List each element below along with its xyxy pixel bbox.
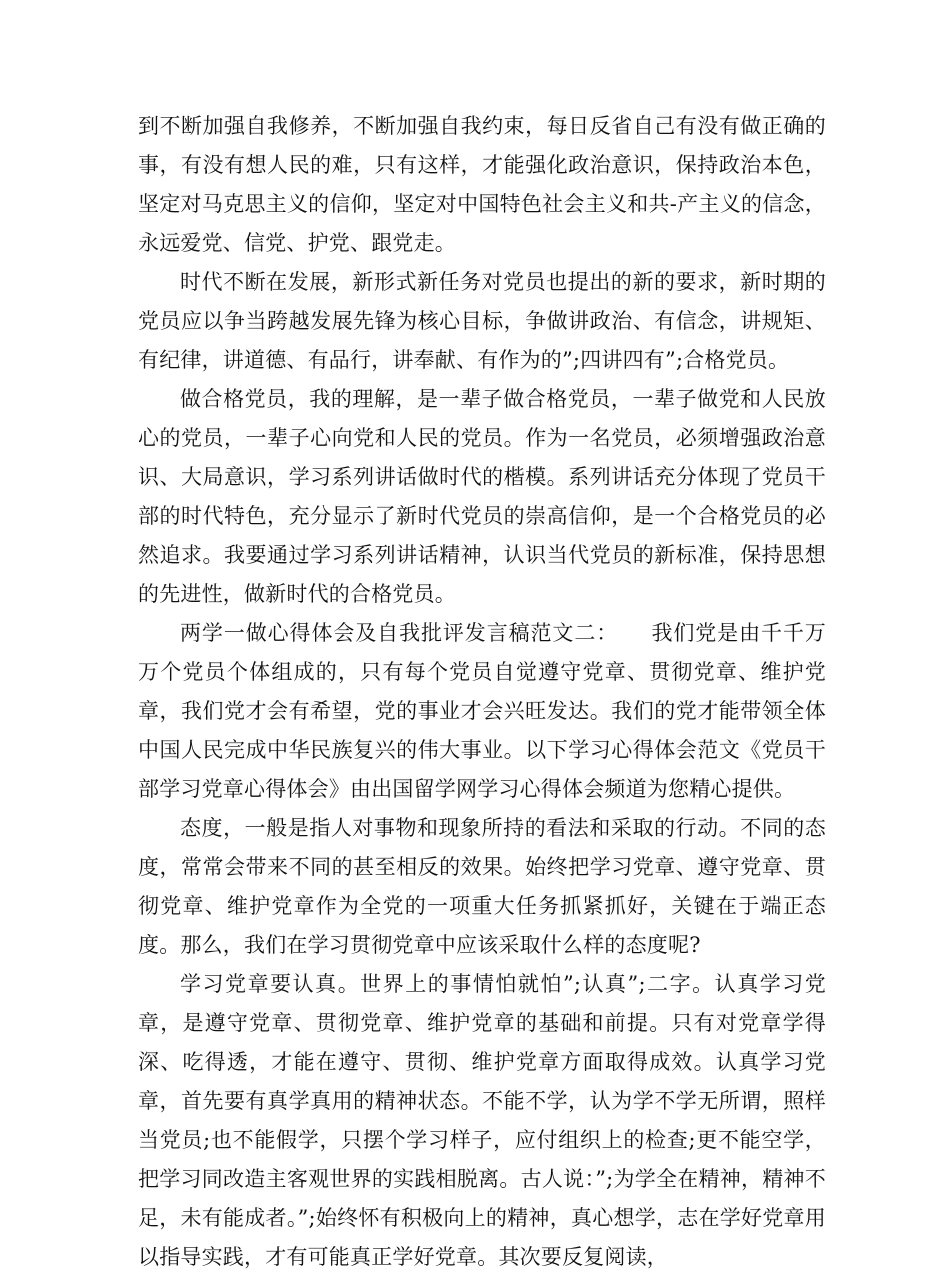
paragraph-6: 学习党章要认真。世界上的事情怕就怕”;认真”;二字。认真学习党章，是遵守党章、贯彻党章、维护党章的基础和前提。只有对党章学得深、吃得透，才能在遵守、贯彻、维护党章方面取得成效。认真学习党章，首先要有真学真用的精神状态。不能不学，认为学不学无所谓，照样当党员;也不能假学，只摆个学习样子，应付组织上的检查;更不能空学，把学习同改造主客观世界的实践相脱离。古人说：”;为学全在精神，精神不足，未有能成者。”;始终怀有积极向上的精神，真心想学，志在学好党章用以指导实践，才有可能真正学好党章。其次要反复阅读， [138, 972, 826, 1269]
paragraph-1: 到不断加强自我修养，不断加强自我约束，每日反省自己有没有做正确的事，有没有想人民的难，只有这样，才能强化政治意识，保持政治本色，坚定对马克思主义的信仰，坚定对中国特色社会主义和共-产主义的信念，永远爱党、信党、护党、跟党走。 [138, 114, 826, 255]
paragraph-3: 做合格党员，我的理解，是一辈子做合格党员，一辈子做党和人民放心的党员，一辈子心向党和人民的党员。作为一名党员，必须增强政治意识、大局意识，学习系列讲话做时代的楷模。系列讲话充分体现了党员干部的时代特色，充分显示了新时代党员的崇高信仰，是一个合格党员的必然追求。我要通过学习系列讲话精神，认识当代党员的新标准，保持思想的先进性，做新时代的合格党员。 [138, 387, 826, 606]
document-body [138, 107, 826, 1277]
paragraph-2: 时代不断在发展，新形式新任务对党员也提出的新的要求，新时期的党员应以争当跨越发展先锋为核心目标，争做讲政治、有信念，讲规矩、有纪律，讲道德、有品行，讲奉献、有作为的”;四讲四有”;合格党员。 [138, 270, 826, 372]
paragraph-5: 态度，一般是指人对事物和现象所持的看法和采取的行动。不同的态度，常常会带来不同的甚至相反的效果。始终把学习党章、遵守党章、贯彻党章、维护党章作为全党的一项重大任务抓紧抓好，关键在于端正态度。那么，我们在学习贯彻党章中应该采取什么样的态度呢? [138, 816, 826, 957]
paragraph-4: 两学一做心得体会及自我批评发言稿范文二： 我们党是由千千万万个党员个体组成的，只有每个党员自觉遵守党章、贯彻党章、维护党章，我们党才会有希望，党的事业才会兴旺发达。我们的党才能带领全体中国人民完成中华民族复兴的伟大事业。以下学习心得体会范文《党员干部学习党章心得体会》由出国留学网学习心得体会频道为您精心提供。 [138, 621, 826, 801]
